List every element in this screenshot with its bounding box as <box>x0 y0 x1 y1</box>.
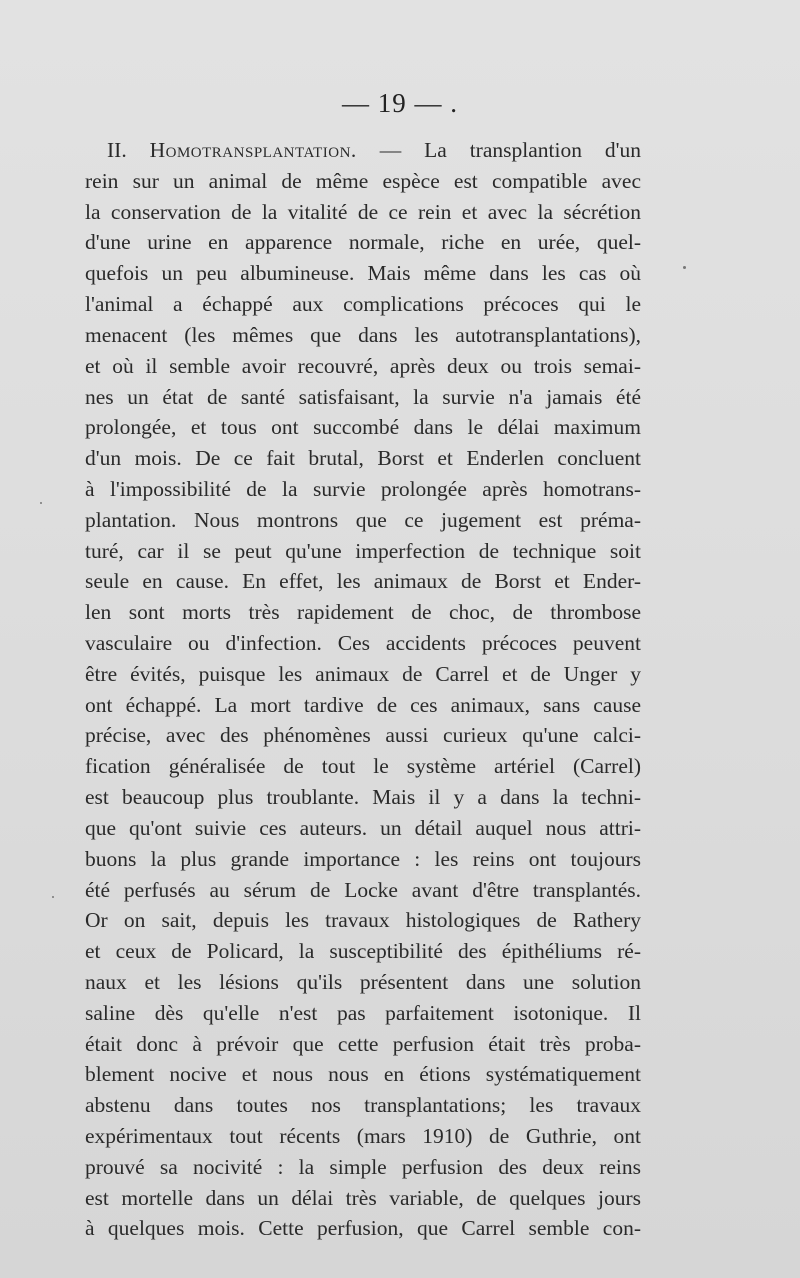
text-line: vasculaire ou d'infection. Ces accidents précoces peuvent <box>85 631 641 655</box>
paper-speck <box>683 266 686 269</box>
text-line: d'un mois. De ce fait brutal, Borst et Enderlen concluent <box>85 446 641 471</box>
text-line: Or on sait, depuis les travaux histologiques de Rathery <box>85 908 641 933</box>
text-line: naux et les lésions qu'ils présentent dans une solution <box>85 969 641 994</box>
text-line: nes un état de santé satisfaisant, la survie n'a jamais été <box>85 384 641 409</box>
text-line: est beaucoup plus troublante. Mais il y a dans la techni- <box>85 785 641 810</box>
text-line: plantation. Nous montrons que ce jugement est préma- <box>85 507 641 532</box>
page-number: — 19 — . <box>342 88 458 118</box>
text-line: à l'impossibilité de la survie prolongée après homotrans- <box>85 476 641 501</box>
text-line: abstenu dans toutes nos transplantations; les travaux <box>85 1093 641 1118</box>
body-paragraph <box>85 135 641 1244</box>
text-line: menacent (les mêmes que dans les autotransplantations), <box>85 322 641 347</box>
text-line: à quelques mois. Cette perfusion, que Carrel semble con- <box>85 1216 641 1241</box>
line-text: — La transplantion d'un <box>379 138 641 162</box>
text-line: blement nocive et nous nous en étions systématiquement <box>85 1062 641 1087</box>
text-line: prouvé sa nocivité : la simple perfusion des deux reins <box>85 1154 641 1179</box>
text-line: ont échappé. La mort tardive de ces animaux, sans cause <box>85 692 641 717</box>
text-line: été perfusés au sérum de Locke avant d'être transplantés. <box>85 877 641 902</box>
text-line <box>85 135 641 166</box>
text-line: la conservation de la vitalité de ce rein et avec la sécrétion <box>85 199 641 224</box>
text-line: l'animal a échappé aux complications précoces qui le <box>85 292 641 317</box>
text-line: prolongée, et tous ont succombé dans le délai maximum <box>85 415 641 440</box>
section-number: II. <box>107 138 127 162</box>
text-line: est mortelle dans un délai très variable, de quelques jours <box>85 1185 641 1210</box>
text-line: fication généralisée de tout le système artériel (Carrel) <box>85 754 641 779</box>
text-line: rein sur un animal de même espèce est compatible avec <box>85 168 641 193</box>
text-line: être évités, puisque les animaux de Carrel et de Unger y <box>85 661 641 686</box>
section-title: Homotransplantation. <box>149 138 357 162</box>
text-line: précise, avec des phénomènes aussi curieux qu'une calci- <box>85 723 641 748</box>
text-line: buons la plus grande importance : les reins ont toujours <box>85 846 641 871</box>
text-line: expérimentaux tout récents (mars 1910) de Guthrie, ont <box>85 1124 641 1148</box>
text-line: et où il semble avoir recouvré, après deux ou trois semai- <box>85 353 641 378</box>
text-line: saline dès qu'elle n'est pas parfaitement isotonique. Il <box>85 1000 641 1025</box>
paper-speck <box>40 502 42 504</box>
text-line: et ceux de Policard, la susceptibilité des épithéliums ré- <box>85 939 641 964</box>
text-line: turé, car il se peut qu'une imperfection de technique soit <box>85 538 641 563</box>
text-line: que qu'ont suivie ces auteurs. un détail auquel nous attri- <box>85 815 641 840</box>
text-line: d'une urine en apparence normale, riche en urée, quel- <box>85 230 641 255</box>
text-line: quefois un peu albumineuse. Mais même dans les cas où <box>85 261 641 286</box>
text-line: len sont morts très rapidement de choc, de thrombose <box>85 600 641 625</box>
paper-speck <box>52 896 54 898</box>
text-line: était donc à prévoir que cette perfusion était très proba- <box>85 1031 641 1056</box>
text-line: seule en cause. En effet, les animaux de Borst et Ender- <box>85 569 641 594</box>
